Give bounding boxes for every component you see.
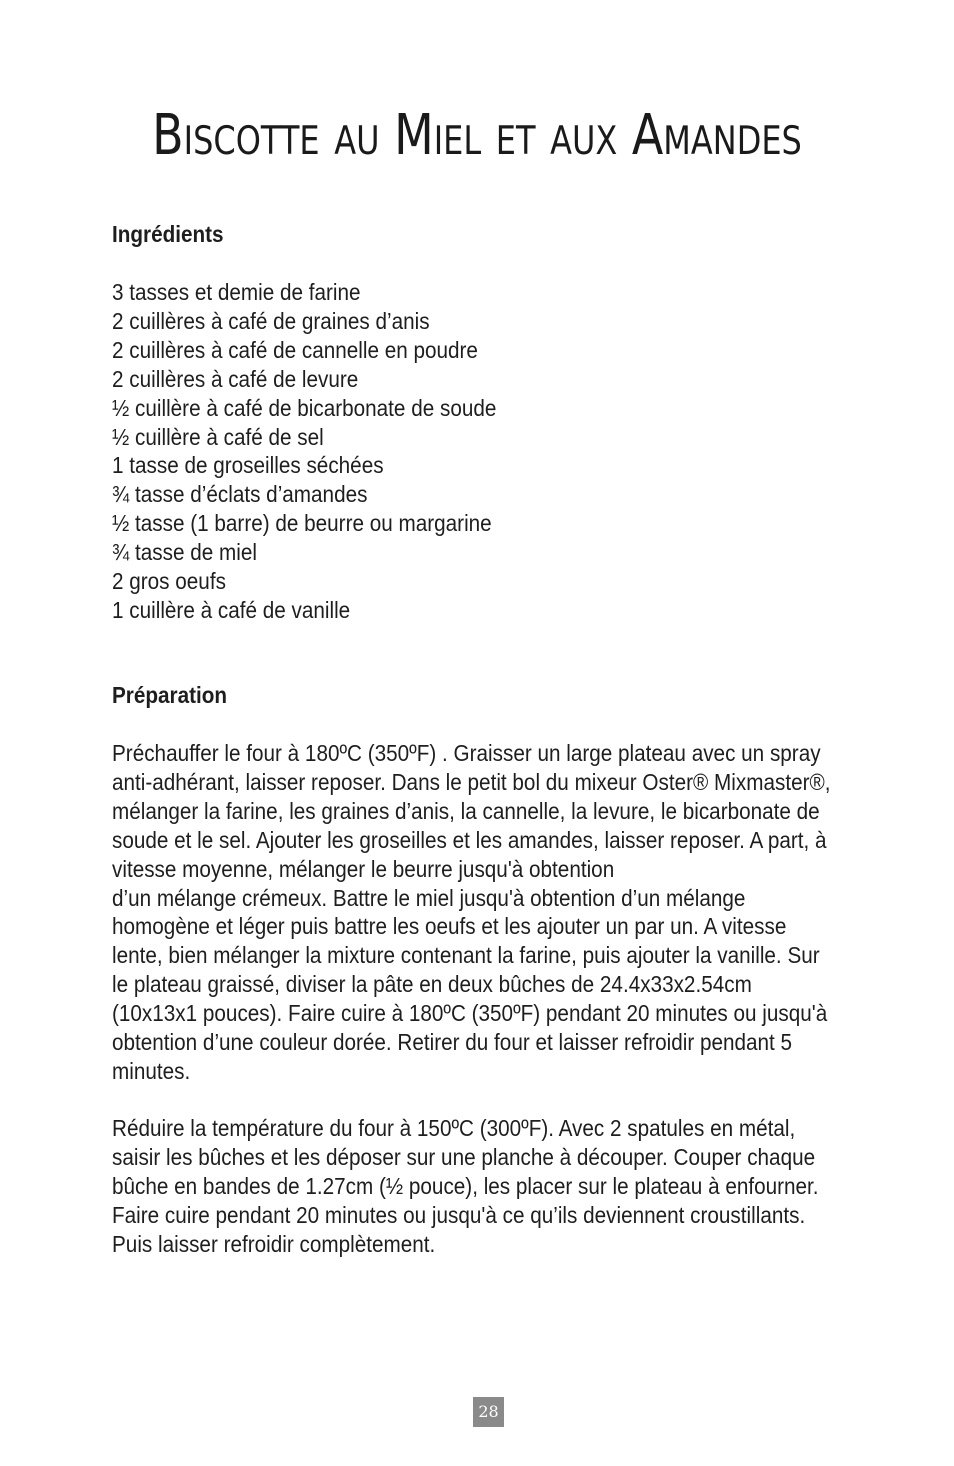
paragraph-line: (10x13x1 pouces). Faire cuire à 180ºC (350ºF) pendant 20 minutes ou jusqu'à <box>112 1000 828 1027</box>
ingredient-item: 1 tasse de groseilles séchées <box>112 452 384 479</box>
paragraph-line: Puis laisser refroidir complètement. <box>112 1230 436 1257</box>
ingredient-item: 2 gros oeufs <box>112 568 226 595</box>
paragraph-line: d’un mélange crémeux. Battre le miel jusqu'à obtention d’un mélange <box>112 884 746 911</box>
paragraph-line: Préchauffer le four à 180ºC (350ºF) . Graisser un large plateau avec un spray <box>112 740 821 766</box>
ingredient-item: ¾ tasse de miel <box>112 539 257 566</box>
ingredients-list <box>112 278 539 625</box>
paragraph-line: obtention d’une couleur dorée. Retirer du four et laisser refroidir pendant 5 <box>112 1029 793 1056</box>
ingredient-item: 2 cuillères à café de cannelle en poudre <box>112 336 478 363</box>
paragraph-line: soude et le sel. Ajouter les groseilles et les amandes, laisser reposer. A part, à <box>112 826 827 853</box>
paragraph-line: mélanger la farine, les graines d’anis, la cannelle, la levure, le bicarbonate de <box>112 797 820 824</box>
ingredient-item: 1 cuillère à café de vanille <box>112 596 351 623</box>
paragraph-line: anti-adhérant, laisser reposer. Dans le petit bol du mixeur Oster® Mixmaster®, <box>112 768 831 795</box>
preparation-paragraph-2 <box>112 1114 897 1259</box>
preparation-heading: Préparation <box>112 682 228 708</box>
paragraph-line: homogène et léger puis battre les oeufs et les ajouter un par un. A vitesse <box>112 913 787 940</box>
paragraph-line: minutes. <box>112 1057 191 1084</box>
ingredient-item: 2 cuillères à café de graines d’anis <box>112 307 430 334</box>
ingredient-item: 2 cuillères à café de levure <box>112 365 359 392</box>
paragraph-line: Réduire la température du four à 150ºC (300ºF). Avec 2 spatules en métal, <box>112 1115 796 1141</box>
ingredient-item: ½ cuillère à café de bicarbonate de soude <box>112 394 497 421</box>
paragraph-line: Faire cuire pendant 20 minutes ou jusqu'à ce qu’ils deviennent croustillants. <box>112 1201 806 1228</box>
ingredient-item: ¾ tasse d’éclats d’amandes <box>112 481 368 508</box>
ingredients-heading: Ingrédients <box>112 221 224 247</box>
page-number-badge: 28 <box>473 1397 504 1427</box>
paragraph-line: bûche en bandes de 1.27cm (½ pouce), les placer sur le plateau à enfourner. <box>112 1172 819 1199</box>
paragraph-line: vitesse moyenne, mélanger le beurre jusqu'à obtention <box>112 855 615 882</box>
paragraph-line: le plateau graissé, diviser la pâte en deux bûches de 24.4x33x2.54cm <box>112 971 752 998</box>
page-title: Biscotte au Miel et aux Amandes <box>152 103 802 168</box>
paragraph-line: saisir les bûches et les déposer sur une planche à découper. Couper chaque <box>112 1143 816 1170</box>
ingredient-item: ½ tasse (1 barre) de beurre ou margarine <box>112 510 492 537</box>
ingredient-item: 3 tasses et demie de farine <box>112 279 361 305</box>
ingredient-item: ½ cuillère à café de sel <box>112 423 324 450</box>
preparation-paragraph-1 <box>112 739 910 1086</box>
paragraph-line: lente, bien mélanger la mixture contenant la farine, puis ajouter la vanille. Sur <box>112 942 820 969</box>
